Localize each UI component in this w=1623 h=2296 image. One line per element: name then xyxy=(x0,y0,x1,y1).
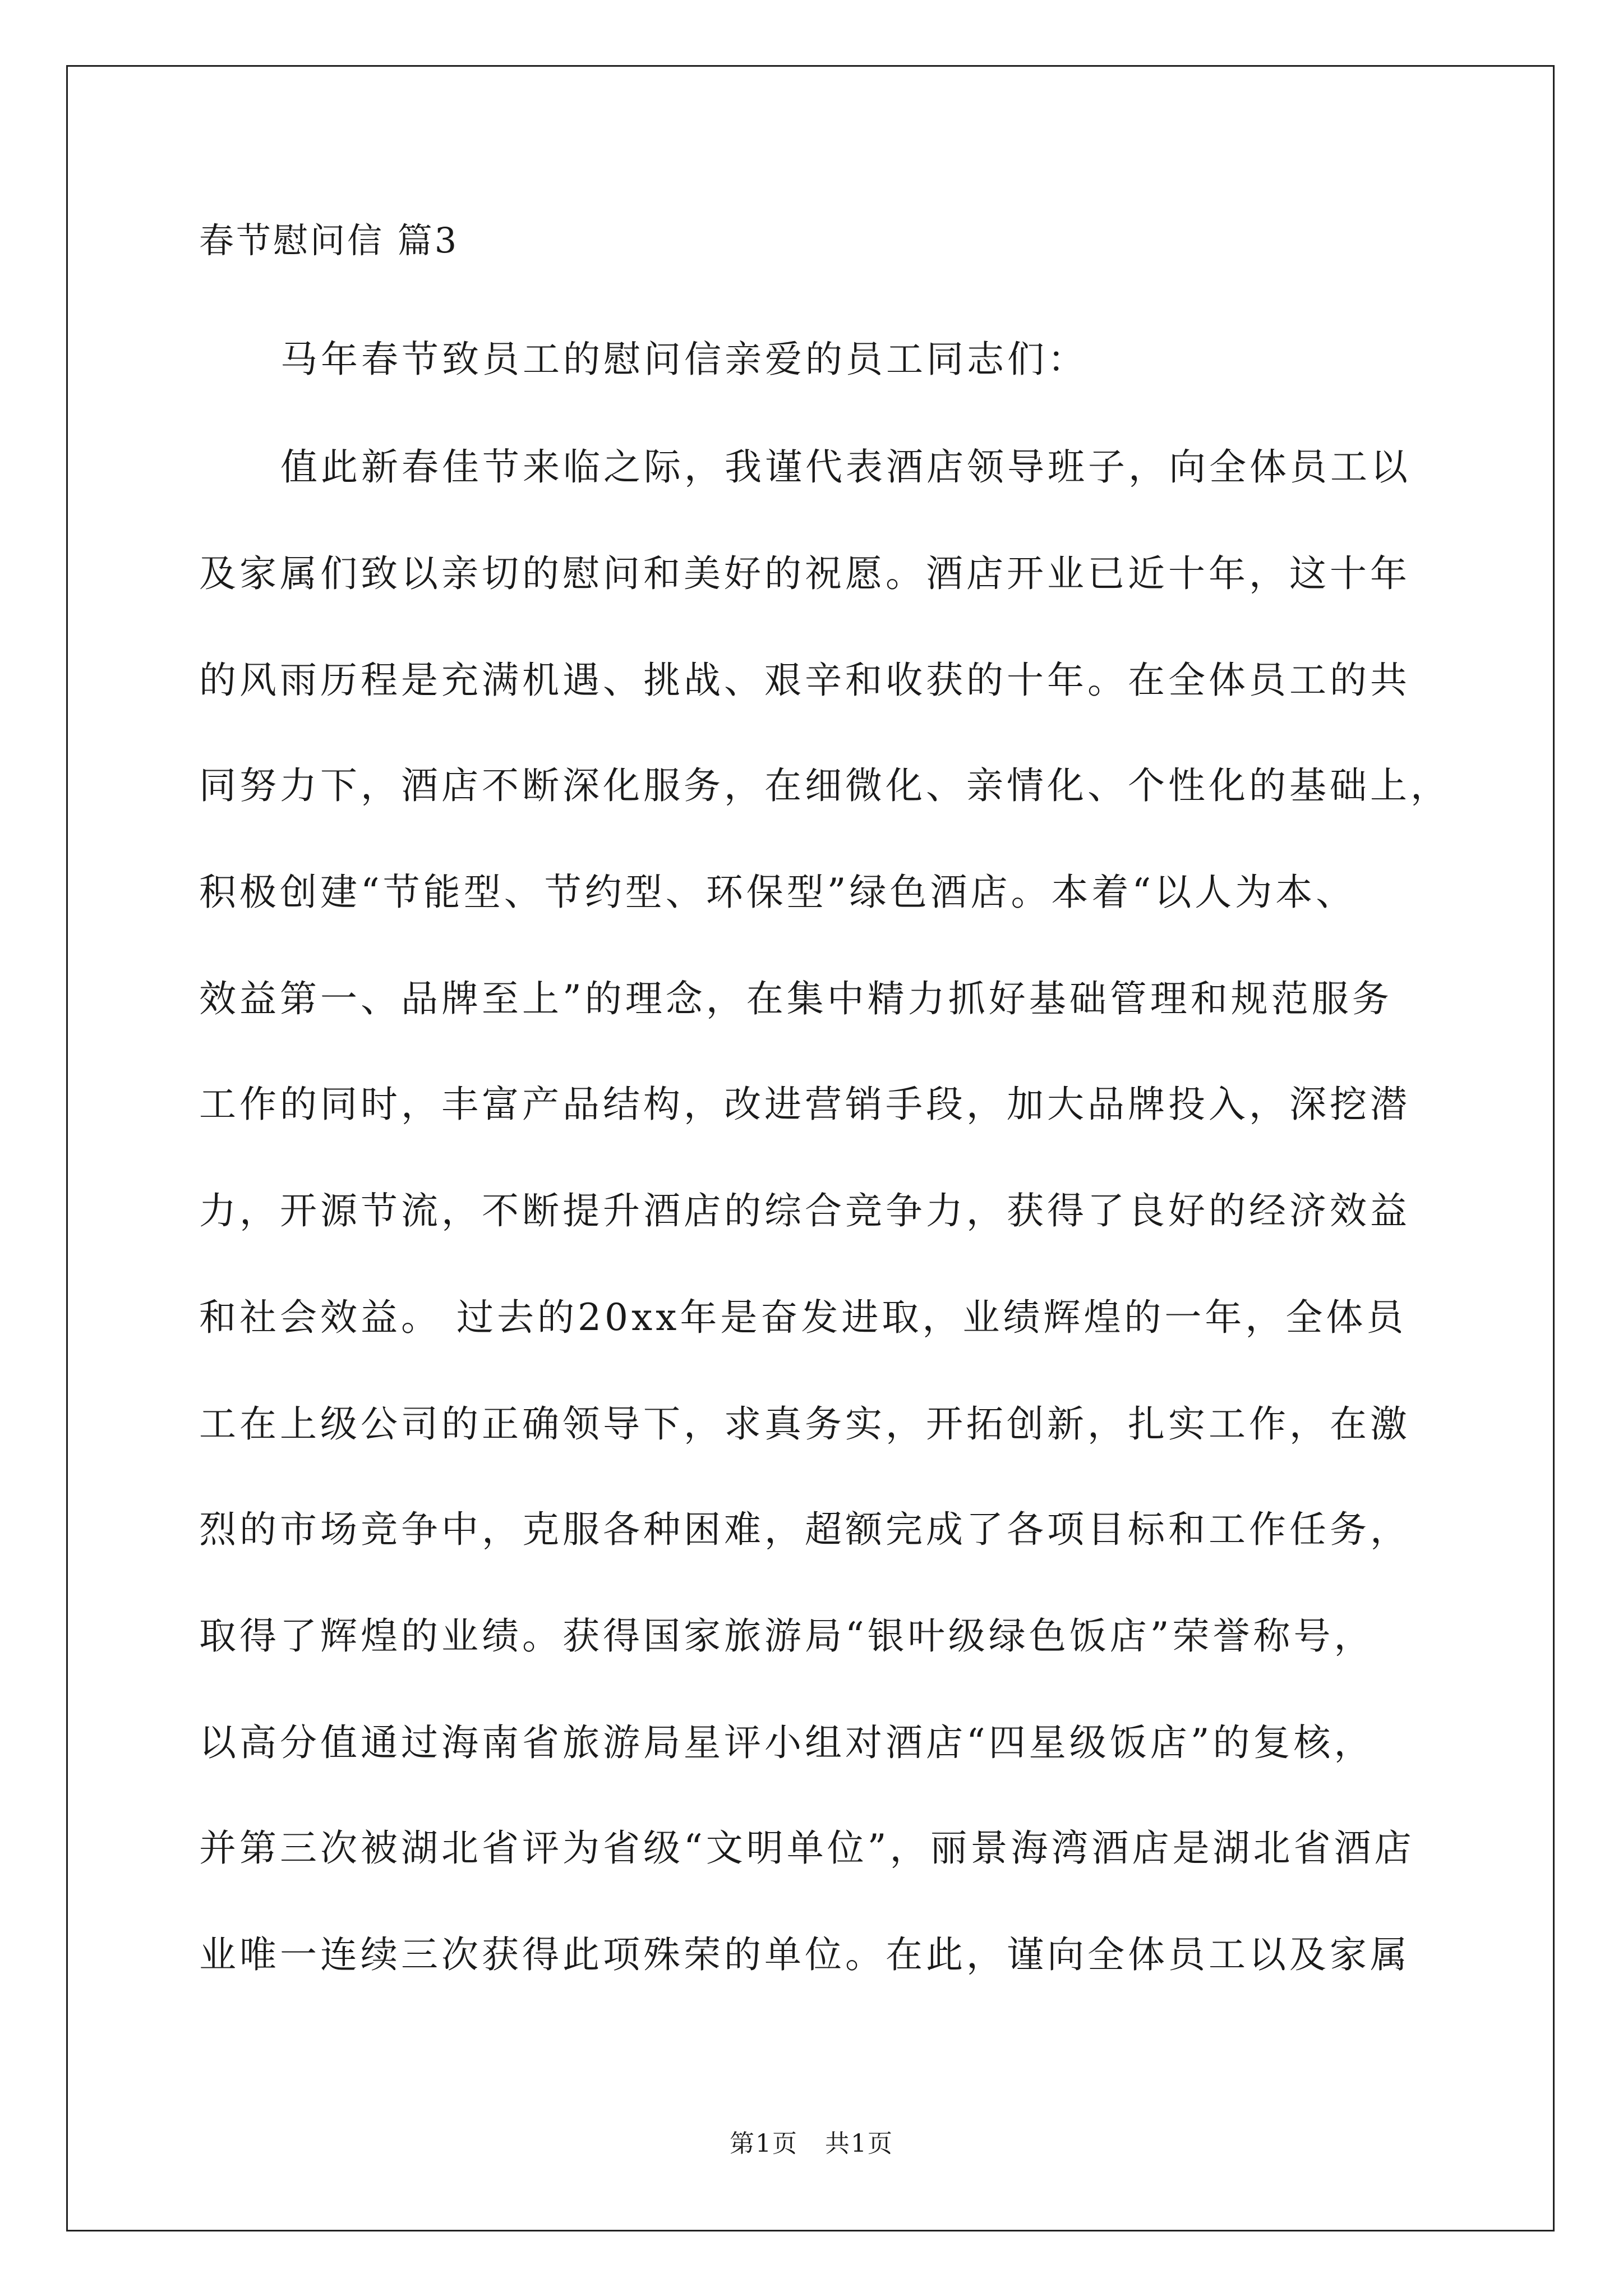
page-number-footer: 第1页 共1页 xyxy=(730,2129,893,2158)
body-line: 工在上级公司的正确领导下，求真务实，开拓创新，扎实工作，在激 xyxy=(199,1402,1410,1446)
body-line: 的风雨历程是充满机遇、挑战、艰辛和收获的十年。在全体员工的共 xyxy=(199,659,1410,702)
body-line: 效益第一、品牌至上”的理念，在集中精力抓好基础管理和规范服务 xyxy=(199,977,1393,1020)
body-line: 和社会效益。 过去的20xx年是奋发进取，业绩辉煌的一年，全体员 xyxy=(199,1296,1407,1339)
page-border xyxy=(66,65,1555,2231)
body-line: 积极创建“节能型、节约型、环保型”绿色酒店。本着“以人为本、 xyxy=(199,871,1357,914)
body-line: 及家属们致以亲切的慰问和美好的祝愿。酒店开业已近十年，这十年 xyxy=(199,552,1410,595)
body-line: 工作的同时，丰富产品结构，改进营销手段，加大品牌投入，深挖潜 xyxy=(199,1083,1410,1126)
body-line: 同努力下，酒店不断深化服务，在细微化、亲情化、个性化的基础上， xyxy=(199,764,1451,807)
document-title: 春节慰问信 篇3 xyxy=(199,220,459,261)
body-line: 烈的市场竞争中，克服各种困难，超额完成了各项目标和工作任务， xyxy=(199,1508,1410,1551)
body-line: 力，开源节流，不断提升酒店的综合竞争力，获得了良好的经济效益 xyxy=(199,1189,1410,1232)
body-line: 取得了辉煌的业绩。获得国家旅游局“银叶级绿色饭店”荣誉称号， xyxy=(199,1614,1375,1658)
body-line: 值此新春佳节来临之际，我谨代表酒店领导班子，向全体员工以 xyxy=(280,445,1411,489)
salutation-line: 马年春节致员工的慰问信亲爱的员工同志们： xyxy=(280,338,1088,381)
body-line: 以高分值通过海南省旅游局星评小组对酒店“四星级饭店”的复核， xyxy=(199,1721,1375,1764)
body-line: 业唯一连续三次获得此项殊荣的单位。在此，谨向全体员工以及家属 xyxy=(199,1933,1410,1976)
body-line: 并第三次被湖北省评为省级“文明单位”，丽景海湾酒店是湖北省酒店 xyxy=(199,1826,1415,1870)
